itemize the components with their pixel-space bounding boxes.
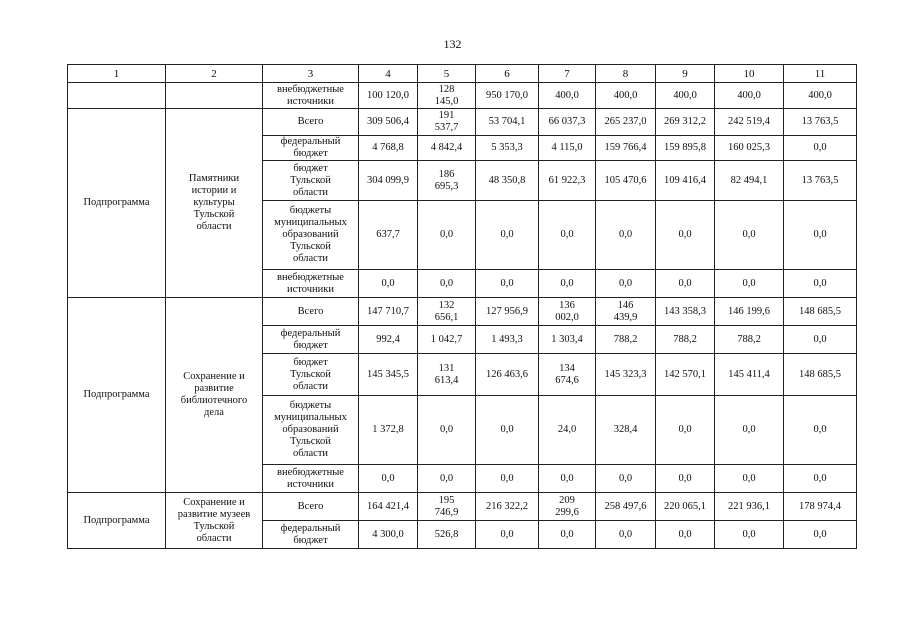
program-name-cell <box>166 83 263 109</box>
value-cell: 0,0 <box>656 270 715 298</box>
value-cell: 0,0 <box>539 201 596 270</box>
value-cell: 4 842,4 <box>418 136 476 161</box>
value-cell: 209 299,6 <box>539 493 596 521</box>
value-cell: 164 421,4 <box>359 493 418 521</box>
value-cell: 13 763,5 <box>784 109 857 136</box>
funding-source-cell: федеральный бюджет <box>263 326 359 354</box>
value-cell: 147 710,7 <box>359 298 418 326</box>
value-cell: 400,0 <box>784 83 857 109</box>
program-type-cell <box>68 83 166 109</box>
value-cell: 1 042,7 <box>418 326 476 354</box>
value-cell: 328,4 <box>596 396 656 465</box>
program-name-cell: Памятники истории и культуры Тульской области <box>166 109 263 298</box>
table-row <box>68 83 857 109</box>
value-cell: 992,4 <box>359 326 418 354</box>
header-cell: 11 <box>784 65 857 83</box>
value-cell: 136 002,0 <box>539 298 596 326</box>
funding-source-cell: бюджеты муниципальных образований Тульской области <box>263 201 359 270</box>
value-cell: 0,0 <box>656 201 715 270</box>
table-row <box>68 298 857 326</box>
value-cell: 159 766,4 <box>596 136 656 161</box>
value-cell: 400,0 <box>656 83 715 109</box>
funding-source-cell: внебюджетные источники <box>263 465 359 493</box>
funding-source-cell: Всего <box>263 109 359 136</box>
value-cell: 0,0 <box>784 201 857 270</box>
value-cell: 0,0 <box>784 136 857 161</box>
header-cell: 2 <box>166 65 263 83</box>
value-cell: 24,0 <box>539 396 596 465</box>
value-cell: 269 312,2 <box>656 109 715 136</box>
table-row <box>68 493 857 521</box>
funding-source-cell: бюджеты муниципальных образований Тульской области <box>263 396 359 465</box>
funding-source-cell: внебюджетные источники <box>263 270 359 298</box>
value-cell: 145 323,3 <box>596 354 656 396</box>
header-cell: 3 <box>263 65 359 83</box>
value-cell: 0,0 <box>476 270 539 298</box>
value-cell: 0,0 <box>596 465 656 493</box>
value-cell: 0,0 <box>715 201 784 270</box>
value-cell: 61 922,3 <box>539 161 596 201</box>
value-cell: 13 763,5 <box>784 161 857 201</box>
value-cell: 216 322,2 <box>476 493 539 521</box>
header-cell: 9 <box>656 65 715 83</box>
value-cell: 109 416,4 <box>656 161 715 201</box>
header-cell: 6 <box>476 65 539 83</box>
value-cell: 4 768,8 <box>359 136 418 161</box>
value-cell: 0,0 <box>539 521 596 549</box>
value-cell: 0,0 <box>656 465 715 493</box>
table-row <box>68 109 857 136</box>
value-cell: 526,8 <box>418 521 476 549</box>
value-cell: 195 746,9 <box>418 493 476 521</box>
value-cell: 191 537,7 <box>418 109 476 136</box>
budget-table <box>67 64 857 549</box>
value-cell: 132 656,1 <box>418 298 476 326</box>
value-cell: 66 037,3 <box>539 109 596 136</box>
value-cell: 48 350,8 <box>476 161 539 201</box>
header-cell: 5 <box>418 65 476 83</box>
program-name-cell: Сохранение и развитие музеев Тульской области <box>166 493 263 549</box>
value-cell: 0,0 <box>476 521 539 549</box>
value-cell: 220 065,1 <box>656 493 715 521</box>
value-cell: 0,0 <box>656 396 715 465</box>
header-cell: 4 <box>359 65 418 83</box>
value-cell: 0,0 <box>539 465 596 493</box>
value-cell: 0,0 <box>784 465 857 493</box>
value-cell: 0,0 <box>476 396 539 465</box>
value-cell: 0,0 <box>715 521 784 549</box>
value-cell: 258 497,6 <box>596 493 656 521</box>
value-cell: 0,0 <box>476 201 539 270</box>
header-cell: 8 <box>596 65 656 83</box>
value-cell: 0,0 <box>418 396 476 465</box>
header-cell: 7 <box>539 65 596 83</box>
value-cell: 0,0 <box>596 521 656 549</box>
program-type-cell: Подпрограмма <box>68 109 166 298</box>
value-cell: 4 115,0 <box>539 136 596 161</box>
value-cell: 0,0 <box>784 521 857 549</box>
funding-source-cell: федеральный бюджет <box>263 136 359 161</box>
value-cell: 127 956,9 <box>476 298 539 326</box>
value-cell: 788,2 <box>656 326 715 354</box>
program-type-cell: Подпрограмма <box>68 493 166 549</box>
header-cell: 1 <box>68 65 166 83</box>
funding-source-cell: Всего <box>263 493 359 521</box>
value-cell: 105 470,6 <box>596 161 656 201</box>
value-cell: 400,0 <box>596 83 656 109</box>
value-cell: 1 493,3 <box>476 326 539 354</box>
value-cell: 0,0 <box>784 270 857 298</box>
value-cell: 637,7 <box>359 201 418 270</box>
value-cell: 400,0 <box>539 83 596 109</box>
value-cell: 0,0 <box>418 465 476 493</box>
value-cell: 304 099,9 <box>359 161 418 201</box>
value-cell: 400,0 <box>715 83 784 109</box>
value-cell: 0,0 <box>715 396 784 465</box>
value-cell: 0,0 <box>715 465 784 493</box>
value-cell: 159 895,8 <box>656 136 715 161</box>
value-cell: 178 974,4 <box>784 493 857 521</box>
funding-source-cell: бюджет Тульской области <box>263 354 359 396</box>
value-cell: 146 199,6 <box>715 298 784 326</box>
table-body <box>68 65 857 549</box>
value-cell: 788,2 <box>715 326 784 354</box>
funding-source-cell: бюджет Тульской области <box>263 161 359 201</box>
value-cell: 265 237,0 <box>596 109 656 136</box>
value-cell: 5 353,3 <box>476 136 539 161</box>
value-cell: 4 300,0 <box>359 521 418 549</box>
header-row <box>68 65 857 83</box>
value-cell: 0,0 <box>784 396 857 465</box>
value-cell: 0,0 <box>476 465 539 493</box>
value-cell: 0,0 <box>656 521 715 549</box>
program-name-cell: Сохранение и развитие библиотечного дела <box>166 298 263 493</box>
value-cell: 142 570,1 <box>656 354 715 396</box>
value-cell: 0,0 <box>715 270 784 298</box>
value-cell: 100 120,0 <box>359 83 418 109</box>
value-cell: 221 936,1 <box>715 493 784 521</box>
value-cell: 0,0 <box>418 201 476 270</box>
value-cell: 0,0 <box>418 270 476 298</box>
value-cell: 134 674,6 <box>539 354 596 396</box>
value-cell: 950 170,0 <box>476 83 539 109</box>
value-cell: 131 613,4 <box>418 354 476 396</box>
value-cell: 1 372,8 <box>359 396 418 465</box>
value-cell: 146 439,9 <box>596 298 656 326</box>
value-cell: 82 494,1 <box>715 161 784 201</box>
page-number: 132 <box>443 37 462 51</box>
value-cell: 242 519,4 <box>715 109 784 136</box>
value-cell: 186 695,3 <box>418 161 476 201</box>
value-cell: 0,0 <box>359 465 418 493</box>
header-cell: 10 <box>715 65 784 83</box>
funding-source-cell: внебюджетные источники <box>263 83 359 109</box>
value-cell: 788,2 <box>596 326 656 354</box>
value-cell: 0,0 <box>359 270 418 298</box>
value-cell: 148 685,5 <box>784 298 857 326</box>
value-cell: 0,0 <box>596 270 656 298</box>
value-cell: 145 411,4 <box>715 354 784 396</box>
value-cell: 128 145,0 <box>418 83 476 109</box>
value-cell: 0,0 <box>596 201 656 270</box>
value-cell: 148 685,5 <box>784 354 857 396</box>
value-cell: 160 025,3 <box>715 136 784 161</box>
funding-source-cell: федеральный бюджет <box>263 521 359 549</box>
value-cell: 145 345,5 <box>359 354 418 396</box>
funding-source-cell: Всего <box>263 298 359 326</box>
value-cell: 53 704,1 <box>476 109 539 136</box>
value-cell: 126 463,6 <box>476 354 539 396</box>
value-cell: 1 303,4 <box>539 326 596 354</box>
program-type-cell: Подпрограмма <box>68 298 166 493</box>
value-cell: 309 506,4 <box>359 109 418 136</box>
value-cell: 0,0 <box>539 270 596 298</box>
value-cell: 0,0 <box>784 326 857 354</box>
value-cell: 143 358,3 <box>656 298 715 326</box>
